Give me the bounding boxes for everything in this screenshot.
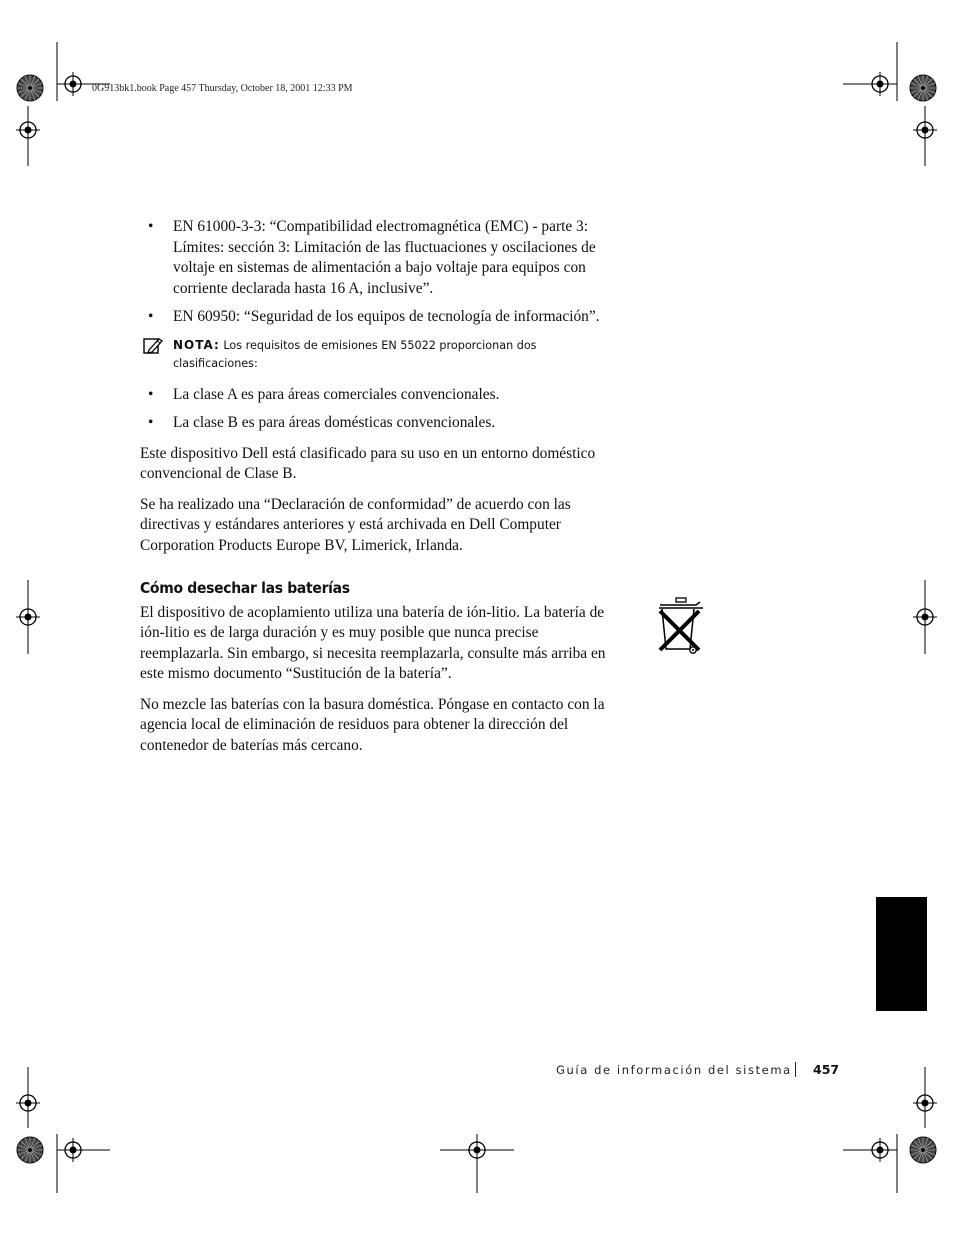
note-label: NOTA:: [173, 337, 220, 352]
paragraph: No mezcle las baterías con la basura doméstica. Póngase en contacto con la agencia local de eliminación de residuos para obtener la dirección del contenedor de baterías más cercano.: [140, 695, 605, 754]
footer-guide-title: Guía de información del sistema: [556, 1063, 792, 1077]
footer-divider: [795, 1062, 796, 1077]
section-heading: Cómo desechar las baterías: [140, 579, 350, 597]
list-item: [140, 217, 620, 299]
list-item: [140, 307, 620, 328]
list-item-text: La clase A es para áreas comerciales convencionales.: [173, 385, 500, 403]
bullet-icon: •: [148, 414, 154, 431]
paragraph: Este dispositivo Dell está clasificado para su uso en un entorno doméstico convencional de Clase B.: [140, 444, 596, 482]
page-number: 457: [813, 1062, 840, 1077]
list-item-text: EN 60950: “Seguridad de los equipos de tecnología de información”.: [173, 308, 600, 325]
list-item: [140, 385, 620, 406]
note-callout: [140, 336, 620, 373]
list-item-text: La clase B es para áreas domésticas convencionales.: [173, 414, 496, 431]
bullet-icon: •: [148, 385, 154, 403]
paragraph: Se ha realizado una “Declaración de conformidad” de acuerdo con las directivas y estándares anteriores y está archivada en Dell Computer Corporation Products Europe BV, Limerick, Irlanda.: [140, 495, 571, 554]
main-content: [140, 217, 620, 766]
paragraph: El dispositivo de acoplamiento utiliza una batería de ión-litio. La batería de ión-litio es de larga duración y es muy posible que nunca precise reemplazarla. Sin embargo, si necesita reemplazarla, consulte más arriba en este mismo documento “Sustitución de la batería”.: [140, 603, 606, 682]
list-item: [140, 413, 620, 434]
crossed-out-bin-icon: [656, 597, 706, 657]
pencil-note-icon: [143, 337, 163, 355]
bullet-icon: •: [148, 218, 154, 235]
note-text: Los requisitos de emisiones EN 55022 proporcionan dos clasificaciones:: [173, 338, 537, 370]
bullet-icon: •: [148, 308, 154, 325]
list-item-text: EN 61000-3-3: “Compatibilidad electromagnética (EMC) - parte 3: Límites: sección 3: Limitación de las fluctuaciones y oscilaciones de voltaje en sistemas de alimentación a bajo voltaje para equipos con corriente declarada hasta 16 A, inclusive”.: [173, 218, 596, 297]
print-header-line: 0G913bk1.book Page 457 Thursday, October 18, 2001 12:33 PM: [92, 83, 353, 94]
section-thumb-tab: [876, 897, 927, 1011]
